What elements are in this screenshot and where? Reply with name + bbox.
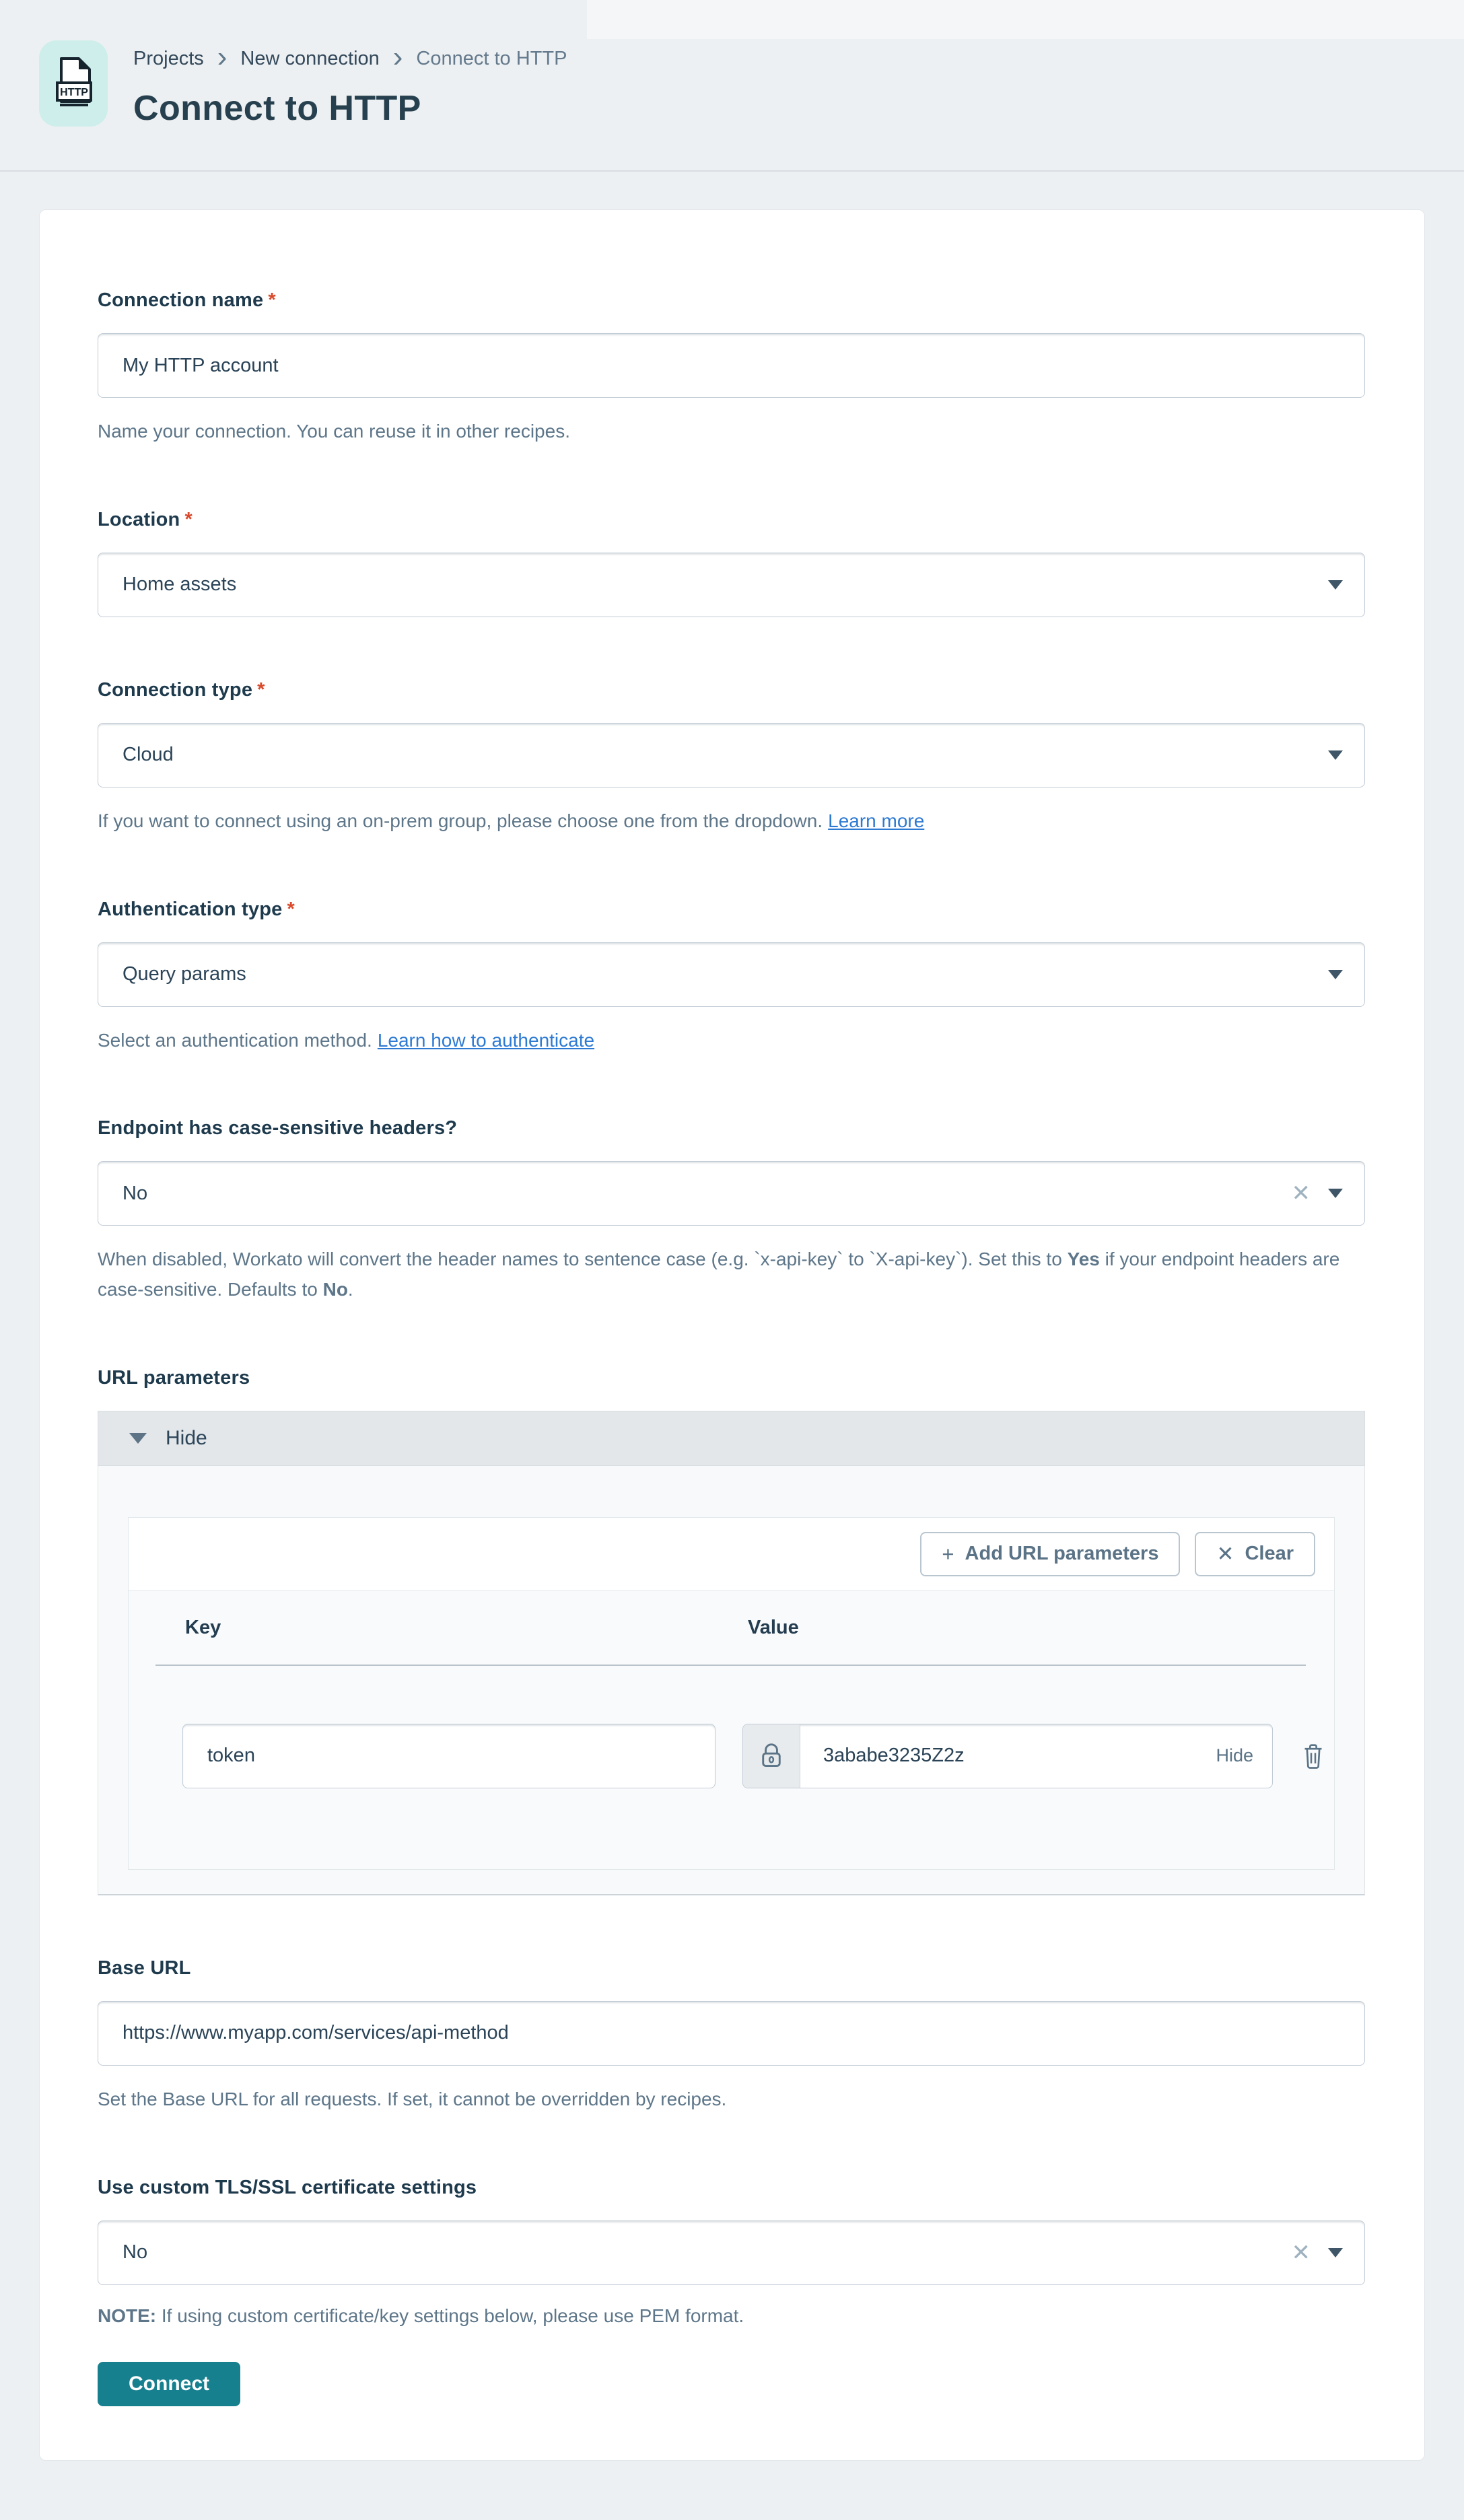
- required-asterisk: *: [268, 289, 276, 311]
- breadcrumb-current: Connect to HTTP: [416, 48, 567, 69]
- page-header: [0, 0, 1464, 129]
- connect-button[interactable]: Connect: [98, 2362, 240, 2406]
- param-value-text: 3ababe3235Z2z: [823, 1745, 965, 1767]
- http-app-icon-tile: [39, 40, 108, 127]
- field-base-url: [98, 1957, 1365, 2115]
- hint-text: If you want to connect using an on-prem group, please choose one from the dropdown.: [98, 810, 823, 831]
- field-connection-name: [98, 289, 1365, 447]
- authentication-type-select[interactable]: [98, 942, 1365, 1007]
- clear-selection-icon[interactable]: ✕: [1291, 1181, 1311, 1207]
- required-asterisk: *: [257, 678, 265, 701]
- clear-parameters-button[interactable]: [1195, 1532, 1315, 1576]
- column-header-key: Key: [185, 1616, 221, 1638]
- hint-text: Select an authentication method.: [98, 1029, 372, 1051]
- location-select-value: Home assets: [123, 573, 237, 596]
- chevron-down-icon: [1328, 750, 1343, 760]
- url-parameters-label: [98, 1367, 1365, 1389]
- breadcrumb: [133, 40, 567, 73]
- field-tls-settings: [98, 2177, 1365, 2327]
- connection-type-hint: [98, 806, 1365, 837]
- base-url-hint: Set the Base URL for all requests. If set, it cannot be overridden by recipes.: [98, 2088, 727, 2109]
- field-location: [98, 509, 1365, 617]
- authentication-type-hint: [98, 1026, 1365, 1056]
- hint-text: .: [347, 1279, 353, 1300]
- page-title: Connect to HTTP: [133, 89, 421, 128]
- label-text: Authentication type: [98, 898, 283, 920]
- hint-bold-yes: Yes: [1067, 1249, 1100, 1270]
- case-sensitive-headers-select[interactable]: [98, 1161, 1365, 1226]
- case-sensitive-headers-select-value: No: [123, 1182, 148, 1204]
- case-sensitive-headers-label: [98, 1117, 1365, 1140]
- lock-icon: [743, 1724, 800, 1788]
- authentication-type-label: [98, 899, 1365, 921]
- chevron-down-icon: [1328, 970, 1343, 979]
- location-label: [98, 509, 1365, 531]
- hint-text: When disabled, Workato will convert the header names to sentence case (e.g. `x-api-key` to `X-api-key`). Set this to: [98, 1249, 1068, 1270]
- connection-form-card: [39, 209, 1425, 2461]
- required-asterisk: *: [184, 508, 193, 530]
- table-header-row: [155, 1611, 1306, 1666]
- label-text: URL parameters: [98, 1366, 250, 1389]
- url-parameters-body: [98, 1466, 1365, 1895]
- authentication-type-select-value: Query params: [123, 963, 246, 985]
- tls-settings-select[interactable]: [98, 2220, 1365, 2285]
- hide-value-toggle[interactable]: Hide: [1216, 1745, 1253, 1766]
- collapse-label: Hide: [166, 1426, 207, 1449]
- label-text: Endpoint has case-sensitive headers?: [98, 1117, 458, 1140]
- clear-parameters-label: Clear: [1245, 1543, 1294, 1565]
- chevron-down-icon: [1328, 1189, 1343, 1198]
- connect-row: [98, 2362, 1365, 2406]
- connection-name-input[interactable]: [98, 333, 1365, 398]
- hint-bold-no: No: [322, 1279, 348, 1300]
- breadcrumb-projects[interactable]: Projects: [133, 48, 204, 69]
- note-bold: NOTE:: [98, 2305, 157, 2326]
- label-text: Connection name: [98, 289, 264, 311]
- url-parameters-card: [128, 1517, 1335, 1870]
- chevron-right-icon: ›: [217, 40, 228, 73]
- add-url-parameters-button[interactable]: [920, 1532, 1180, 1576]
- plus-icon: +: [942, 1542, 954, 1566]
- field-case-sensitive-headers: [98, 1117, 1365, 1305]
- label-text: Use custom TLS/SSL certificate settings: [98, 2176, 477, 2198]
- param-value-input[interactable]: [742, 1724, 1273, 1788]
- case-sensitive-headers-hint: [98, 1245, 1365, 1305]
- base-url-input[interactable]: [98, 2001, 1365, 2066]
- param-key-input[interactable]: [182, 1724, 716, 1788]
- label-text: Base URL: [98, 1957, 191, 1979]
- base-url-label: [98, 1957, 1365, 1980]
- label-text: Location: [98, 508, 180, 530]
- url-parameters-table: [129, 1590, 1334, 1869]
- learn-how-to-authenticate-link[interactable]: Learn how to authenticate: [377, 1029, 595, 1051]
- clear-selection-icon[interactable]: ✕: [1291, 2239, 1311, 2266]
- connection-type-select-value: Cloud: [123, 744, 174, 766]
- hint-text: if your endpoint headers are case-sensitive. Defaults to: [98, 1249, 1340, 1300]
- tls-settings-note: [98, 2305, 1365, 2327]
- breadcrumb-new-connection[interactable]: New connection: [240, 48, 380, 69]
- url-parameter-row: [155, 1724, 1310, 1788]
- learn-more-link[interactable]: Learn more: [828, 810, 925, 831]
- triangle-down-icon: [129, 1433, 147, 1444]
- connection-type-label: [98, 679, 1365, 701]
- column-header-value: Value: [748, 1616, 799, 1638]
- required-asterisk: *: [287, 898, 295, 920]
- add-url-parameters-label: Add URL parameters: [965, 1543, 1159, 1565]
- note-text: If using custom certificate/key settings below, please use PEM format.: [156, 2305, 744, 2326]
- location-select[interactable]: [98, 553, 1365, 617]
- http-file-icon: [52, 55, 95, 112]
- field-connection-type: [98, 679, 1365, 837]
- chevron-down-icon: [1328, 2248, 1343, 2258]
- url-parameters-toolbar: [129, 1518, 1334, 1590]
- trash-icon: [1300, 1741, 1327, 1771]
- url-parameters-panel: [98, 1411, 1365, 1895]
- x-icon: ✕: [1216, 1542, 1234, 1566]
- field-authentication-type: [98, 899, 1365, 1056]
- tls-settings-label: [98, 2177, 1365, 2199]
- url-parameters-collapse-toggle[interactable]: [98, 1411, 1365, 1466]
- connection-name-hint: Name your connection. You can reuse it in other recipes.: [98, 421, 570, 442]
- http-icon-text: HTTP: [60, 87, 88, 98]
- delete-row-button[interactable]: [1300, 1741, 1327, 1771]
- label-text: Connection type: [98, 678, 253, 701]
- field-url-parameters: [98, 1367, 1365, 1895]
- header-divider: [0, 170, 1464, 172]
- chevron-right-icon: ›: [392, 40, 403, 73]
- chevron-down-icon: [1328, 580, 1343, 590]
- connection-type-select[interactable]: [98, 723, 1365, 788]
- tls-settings-select-value: No: [123, 2241, 148, 2264]
- connection-name-label: [98, 289, 1365, 312]
